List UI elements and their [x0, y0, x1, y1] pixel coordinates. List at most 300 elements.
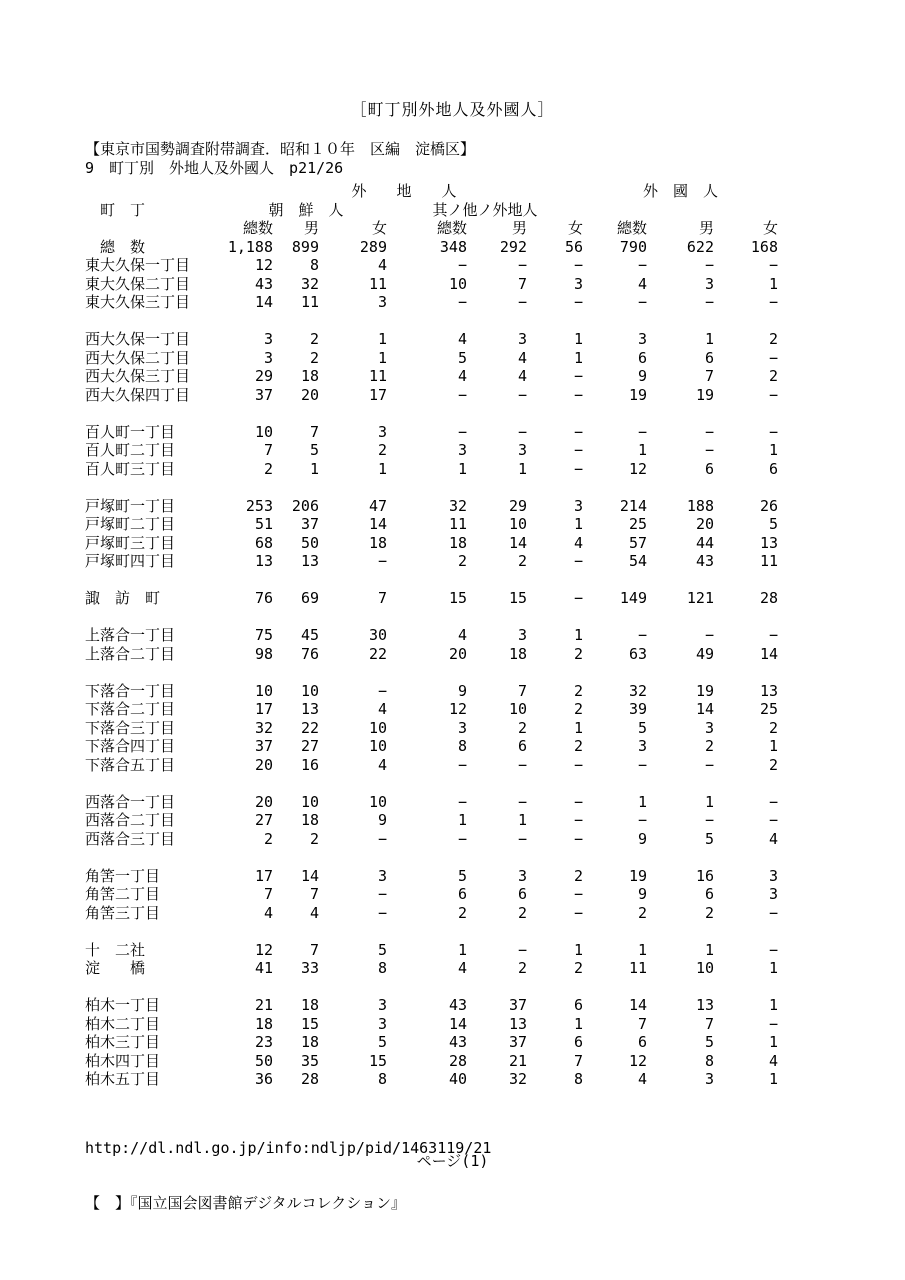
table-row — [85, 275, 778, 294]
cell-value: 253 — [245, 496, 273, 515]
row-label: 戸塚町三丁目 — [85, 533, 176, 552]
cell-value: 4 — [457, 626, 467, 644]
row-label: 下落合五丁目 — [85, 755, 176, 774]
table-row — [85, 367, 778, 386]
row-label: 戸塚町四丁目 — [85, 552, 176, 570]
cell-value: 41 — [254, 959, 273, 977]
cell-value: 14 — [759, 644, 778, 663]
cell-value: 1 — [637, 441, 647, 459]
cell-value: 8 — [704, 1051, 714, 1070]
cell-value: 7 — [704, 1014, 714, 1033]
row-label: 西大久保二丁目 — [85, 348, 191, 367]
cell-value: 13 — [695, 996, 714, 1014]
table-row — [85, 515, 778, 534]
cell-value: 4 — [309, 903, 319, 922]
cell-value: 1 — [573, 626, 583, 644]
cell-value: 7 — [517, 274, 527, 293]
cell-value: − — [457, 293, 467, 311]
cell-value: − — [573, 441, 583, 459]
cell-value: 12 — [254, 256, 273, 274]
cell-value: 2 — [573, 866, 583, 885]
table-row — [85, 312, 778, 349]
table-row — [85, 534, 778, 553]
row-label: 戸塚町二丁目 — [85, 515, 176, 533]
row-label: 柏木三丁目 — [85, 1033, 161, 1051]
cell-value: 19 — [628, 866, 647, 885]
colgroup-header-gaichijin: 外 地 人 — [351, 182, 457, 200]
cell-value: 29 — [508, 496, 527, 515]
cell-value: 11 — [368, 274, 387, 293]
cell-value: 19 — [628, 385, 647, 404]
table-row — [85, 756, 778, 775]
column-header: 女 — [762, 219, 778, 237]
document-body — [85, 140, 825, 1250]
page-number: ページ(1) — [416, 1152, 489, 1170]
cell-value: 4 — [377, 256, 387, 274]
table-row-group — [85, 922, 778, 978]
column-header: 總数 — [616, 219, 647, 237]
table-span-header-row — [85, 182, 778, 201]
cell-value: 5 — [377, 1033, 387, 1051]
colgroup-header-chosenjin: 朝 鮮 人 — [268, 200, 344, 219]
cell-value: 32 — [254, 718, 273, 737]
cell-value: 37 — [300, 515, 319, 533]
cell-value: 4 — [637, 274, 647, 293]
cell-value: 28 — [448, 1051, 467, 1070]
cell-value: − — [517, 940, 527, 959]
cell-value: 121 — [686, 589, 714, 607]
cell-value: 4 — [768, 829, 778, 848]
table-row — [85, 404, 778, 441]
cell-value: − — [457, 755, 467, 774]
empty-cell — [583, 201, 778, 220]
row-label: 西大久保四丁目 — [85, 385, 191, 404]
cell-value: − — [457, 422, 467, 441]
cell-value: 3 — [377, 422, 387, 441]
row-label: 下落合四丁目 — [85, 737, 176, 755]
cell-value: 19 — [695, 681, 714, 700]
cell-value: 27 — [300, 737, 319, 755]
cell-value: − — [768, 422, 778, 441]
table-row — [85, 1015, 778, 1034]
cell-value: − — [573, 755, 583, 774]
cell-value: 25 — [628, 515, 647, 533]
cell-value: 3 — [768, 866, 778, 885]
row-label: 西落合二丁目 — [85, 811, 176, 829]
cell-value: 149 — [619, 589, 647, 607]
cell-value: 6 — [704, 885, 714, 903]
cell-value: 3 — [457, 441, 467, 459]
cell-value: − — [573, 422, 583, 441]
cell-value: 4 — [263, 903, 273, 922]
cell-value: 1 — [637, 940, 647, 959]
cell-value: 12 — [254, 940, 273, 959]
cell-value: 22 — [300, 718, 319, 737]
table-row — [85, 256, 778, 275]
cell-value: − — [704, 811, 714, 829]
cell-value: 6 — [457, 885, 467, 903]
cell-value: 2 — [573, 681, 583, 700]
table-row-group — [85, 774, 778, 848]
cell-value: − — [377, 903, 387, 922]
cell-value: 2 — [377, 441, 387, 459]
cell-value: 1 — [768, 996, 778, 1014]
cell-value: 348 — [439, 237, 467, 256]
cell-value: 10 — [254, 681, 273, 700]
row-label: 下落合三丁目 — [85, 718, 176, 737]
cell-value: 18 — [300, 811, 319, 829]
table-row — [85, 978, 778, 1015]
row-label: 西大久保三丁目 — [85, 367, 191, 385]
table-row-group — [85, 978, 778, 1089]
cell-value: 3 — [637, 737, 647, 755]
cell-value: − — [377, 829, 387, 848]
cell-value: 28 — [300, 1070, 319, 1088]
cell-value: 1 — [377, 459, 387, 478]
cell-value: 10 — [448, 274, 467, 293]
cell-value: − — [377, 885, 387, 903]
cell-value: − — [637, 256, 647, 274]
row-label: 下落合一丁目 — [85, 681, 176, 700]
cell-value: 2 — [263, 829, 273, 848]
cell-value: 6 — [517, 737, 527, 755]
cell-value: 14 — [695, 700, 714, 718]
cell-value: 98 — [254, 644, 273, 663]
cell-value: 18 — [300, 996, 319, 1014]
cell-value: 15 — [448, 589, 467, 607]
table-row-group — [85, 312, 778, 405]
cell-value: 2 — [768, 367, 778, 385]
cell-value: 3 — [517, 330, 527, 348]
cell-value: 3 — [704, 1070, 714, 1088]
cell-value: 76 — [300, 644, 319, 663]
cell-value: 7 — [309, 422, 319, 441]
cell-value: − — [637, 626, 647, 644]
cell-value: 2 — [309, 348, 319, 367]
cell-value: 2 — [309, 330, 319, 348]
column-header: 男 — [511, 219, 527, 237]
table-row — [85, 571, 778, 608]
cell-value: − — [704, 441, 714, 459]
cell-value: 188 — [686, 496, 714, 515]
cell-value: 5 — [457, 866, 467, 885]
cell-value: 37 — [508, 1033, 527, 1051]
cell-value: 18 — [300, 367, 319, 385]
cell-value: 43 — [695, 552, 714, 570]
cell-value: 3 — [377, 1014, 387, 1033]
cell-value: 18 — [508, 644, 527, 663]
cell-value: 8 — [377, 959, 387, 977]
cell-value: − — [457, 256, 467, 274]
cell-value: 6 — [573, 996, 583, 1014]
cell-value: 37 — [508, 996, 527, 1014]
cell-value: 8 — [309, 256, 319, 274]
cell-value: 27 — [254, 811, 273, 829]
cell-value: 1 — [517, 459, 527, 478]
cell-value: 7 — [704, 367, 714, 385]
table-row — [85, 959, 778, 978]
cell-value: 43 — [254, 274, 273, 293]
cell-value: 26 — [759, 496, 778, 515]
cell-value: 12 — [628, 459, 647, 478]
table-row — [85, 645, 778, 664]
cell-value: − — [704, 755, 714, 774]
cell-value: 1 — [768, 274, 778, 293]
cell-value: 3 — [377, 866, 387, 885]
cell-value: 1 — [377, 330, 387, 348]
cell-value: 1 — [457, 459, 467, 478]
cell-value: 35 — [300, 1051, 319, 1070]
table-row — [85, 460, 778, 479]
row-label: 東大久保二丁目 — [85, 274, 191, 293]
cell-value: 51 — [254, 515, 273, 533]
cell-value: 6 — [704, 459, 714, 478]
cell-value: 11 — [628, 959, 647, 977]
cell-value: 7 — [637, 1014, 647, 1033]
cell-value: 14 — [448, 1014, 467, 1033]
cell-value: 56 — [564, 237, 583, 256]
table-subgroup-header-row — [85, 201, 778, 220]
cell-value: 6 — [637, 348, 647, 367]
cell-value: 39 — [628, 700, 647, 718]
cell-value: − — [517, 385, 527, 404]
cell-value: 43 — [448, 1033, 467, 1051]
column-header: 女 — [567, 219, 583, 237]
cell-value: 20 — [448, 644, 467, 663]
cell-value: 32 — [300, 274, 319, 293]
cell-value: − — [517, 422, 527, 441]
cell-value: 3 — [637, 330, 647, 348]
cell-value: 9 — [637, 829, 647, 848]
cell-value: − — [517, 755, 527, 774]
cell-value: 28 — [759, 589, 778, 607]
row-label: 百人町一丁目 — [85, 422, 176, 441]
cell-value: 76 — [254, 589, 273, 607]
cell-value: 2 — [573, 959, 583, 977]
cell-value: 1 — [704, 940, 714, 959]
cell-value: 3 — [377, 996, 387, 1014]
row-label: 西落合三丁目 — [85, 829, 176, 848]
cell-value: 2 — [517, 903, 527, 922]
cell-value: 8 — [573, 1070, 583, 1088]
cell-value: − — [704, 256, 714, 274]
row-label: 東大久保一丁目 — [85, 256, 191, 274]
cell-value: 2 — [517, 718, 527, 737]
cell-value: − — [573, 367, 583, 385]
cell-value: 3 — [573, 496, 583, 515]
cell-value: 54 — [628, 552, 647, 570]
cell-value: 2 — [457, 552, 467, 570]
column-header: 總数 — [242, 219, 273, 237]
cell-value: 23 — [254, 1033, 273, 1051]
cell-value: 7 — [309, 885, 319, 903]
cell-value: 2 — [573, 644, 583, 663]
table-row — [85, 386, 778, 405]
cell-value: 10 — [695, 959, 714, 977]
cell-value: 6 — [573, 1033, 583, 1051]
cell-value: − — [457, 385, 467, 404]
row-label: 西落合一丁目 — [85, 792, 176, 811]
row-label: 上落合一丁目 — [85, 626, 176, 644]
row-label: 百人町三丁目 — [85, 459, 176, 478]
cell-value: 1 — [704, 330, 714, 348]
cell-value: 292 — [499, 237, 527, 256]
row-label: 戸塚町一丁目 — [85, 496, 176, 515]
cell-value: 214 — [619, 496, 647, 515]
colgroup-header-sonota-gaichijin: 其ノ他ノ外地人 — [432, 200, 538, 219]
cell-value: − — [573, 459, 583, 478]
table-row — [85, 663, 778, 700]
cell-value: 50 — [254, 1051, 273, 1070]
table-row — [85, 349, 778, 368]
cell-value: 5 — [704, 1033, 714, 1051]
cell-value: − — [768, 293, 778, 311]
source-url: http://dl.ndl.go.jp/info:ndljp/pid/1463119/21 — [85, 1138, 492, 1157]
cell-value: 15 — [368, 1051, 387, 1070]
cell-value: 2 — [768, 718, 778, 737]
cell-value: − — [573, 903, 583, 922]
row-label: 東大久保三丁目 — [85, 293, 191, 311]
cell-value: 13 — [759, 533, 778, 552]
table-row — [85, 238, 778, 257]
cell-value: 2 — [704, 737, 714, 755]
cell-value: 2 — [573, 700, 583, 718]
cell-value: 2 — [637, 903, 647, 922]
cell-value: 8 — [377, 1070, 387, 1088]
cell-value: 14 — [254, 293, 273, 311]
cell-value: − — [768, 792, 778, 811]
cell-value: 3 — [263, 348, 273, 367]
cell-value: 10 — [300, 681, 319, 700]
cell-value: 4 — [768, 1051, 778, 1070]
cell-value: − — [768, 903, 778, 922]
cell-value: 7 — [263, 441, 273, 459]
cell-value: 4 — [637, 1070, 647, 1088]
table-row-group — [85, 238, 778, 312]
cell-value: 9 — [457, 681, 467, 700]
cell-value: 69 — [300, 589, 319, 607]
cell-value: 20 — [300, 385, 319, 404]
row-label: 角筈一丁目 — [85, 866, 161, 885]
colgroup-header-gaikokujin: 外 國 人 — [642, 182, 718, 200]
cell-value: − — [637, 811, 647, 829]
cell-value: 9 — [637, 885, 647, 903]
cell-value: 1 — [573, 515, 583, 533]
cell-value: 18 — [368, 533, 387, 552]
cell-value: 49 — [695, 644, 714, 663]
cell-value: 75 — [254, 626, 273, 644]
cell-value: 21 — [508, 1051, 527, 1070]
row-label: 淀 橋 — [85, 959, 146, 977]
row-label: 西大久保一丁目 — [85, 330, 191, 348]
table-row — [85, 830, 778, 849]
cell-value: 1 — [768, 441, 778, 459]
cell-value: 12 — [628, 1051, 647, 1070]
table-row — [85, 552, 778, 571]
cell-value: − — [768, 626, 778, 644]
cell-value: 3 — [517, 626, 527, 644]
cell-value: 8 — [457, 737, 467, 755]
cell-value: 1 — [573, 348, 583, 367]
row-label: 柏木四丁目 — [85, 1051, 161, 1070]
column-header: 總数 — [436, 219, 467, 237]
cell-value: − — [768, 256, 778, 274]
cell-value: 43 — [448, 996, 467, 1014]
cell-value: 5 — [457, 348, 467, 367]
cell-value: 7 — [377, 589, 387, 607]
cell-value: − — [768, 348, 778, 367]
cell-value: − — [517, 829, 527, 848]
cell-value: − — [457, 792, 467, 811]
cell-value: 29 — [254, 367, 273, 385]
cell-value: 14 — [300, 866, 319, 885]
table-row — [85, 885, 778, 904]
cell-value: 40 — [448, 1070, 467, 1088]
cell-value: − — [517, 293, 527, 311]
row-label: 角筈二丁目 — [85, 885, 161, 903]
table-row — [85, 904, 778, 923]
cell-value: − — [637, 293, 647, 311]
table-row — [85, 478, 778, 515]
row-label: 柏木一丁目 — [85, 996, 161, 1014]
row-label: 柏木二丁目 — [85, 1014, 161, 1033]
cell-value: 21 — [254, 996, 273, 1014]
cell-value: 1 — [517, 811, 527, 829]
cell-value: 7 — [309, 940, 319, 959]
cell-value: 22 — [368, 644, 387, 663]
cell-value: 13 — [759, 681, 778, 700]
cell-value: 45 — [300, 626, 319, 644]
cell-value: 14 — [508, 533, 527, 552]
cell-value: − — [573, 293, 583, 311]
cell-value: − — [573, 885, 583, 903]
cell-value: 4 — [517, 367, 527, 385]
cell-value: 3 — [768, 885, 778, 903]
cell-value: 2 — [768, 330, 778, 348]
cell-value: 11 — [368, 367, 387, 385]
row-label: 百人町二丁目 — [85, 441, 176, 459]
cell-value: 10 — [508, 700, 527, 718]
cell-value: − — [768, 1014, 778, 1033]
cell-value: 47 — [368, 496, 387, 515]
cell-value: 1 — [704, 792, 714, 811]
cell-value: 13 — [300, 700, 319, 718]
column-header: 女 — [371, 219, 387, 237]
cell-value: 3 — [377, 293, 387, 311]
cell-value: 44 — [695, 533, 714, 552]
document-title: ［町丁別外地人及外國人］ — [350, 100, 555, 119]
cell-value: 5 — [309, 441, 319, 459]
cell-value: 16 — [695, 866, 714, 885]
cell-value: − — [573, 589, 583, 607]
cell-value: − — [637, 422, 647, 441]
cell-value: 4 — [457, 367, 467, 385]
cell-value: 10 — [368, 718, 387, 737]
cell-value: 5 — [768, 515, 778, 533]
table-row-group — [85, 478, 778, 571]
table-row-group — [85, 663, 778, 774]
section-heading: 9 町丁別 外地人及外國人 p21/26 — [85, 158, 344, 177]
cell-value: 4 — [517, 348, 527, 367]
cell-value: 19 — [695, 385, 714, 404]
cell-value: − — [573, 256, 583, 274]
cell-value: 206 — [291, 496, 319, 515]
statistics-table — [85, 182, 778, 1089]
cell-value: 11 — [448, 515, 467, 533]
row-label: 柏木五丁目 — [85, 1070, 161, 1088]
cell-value: 1 — [768, 959, 778, 977]
table-row — [85, 700, 778, 719]
